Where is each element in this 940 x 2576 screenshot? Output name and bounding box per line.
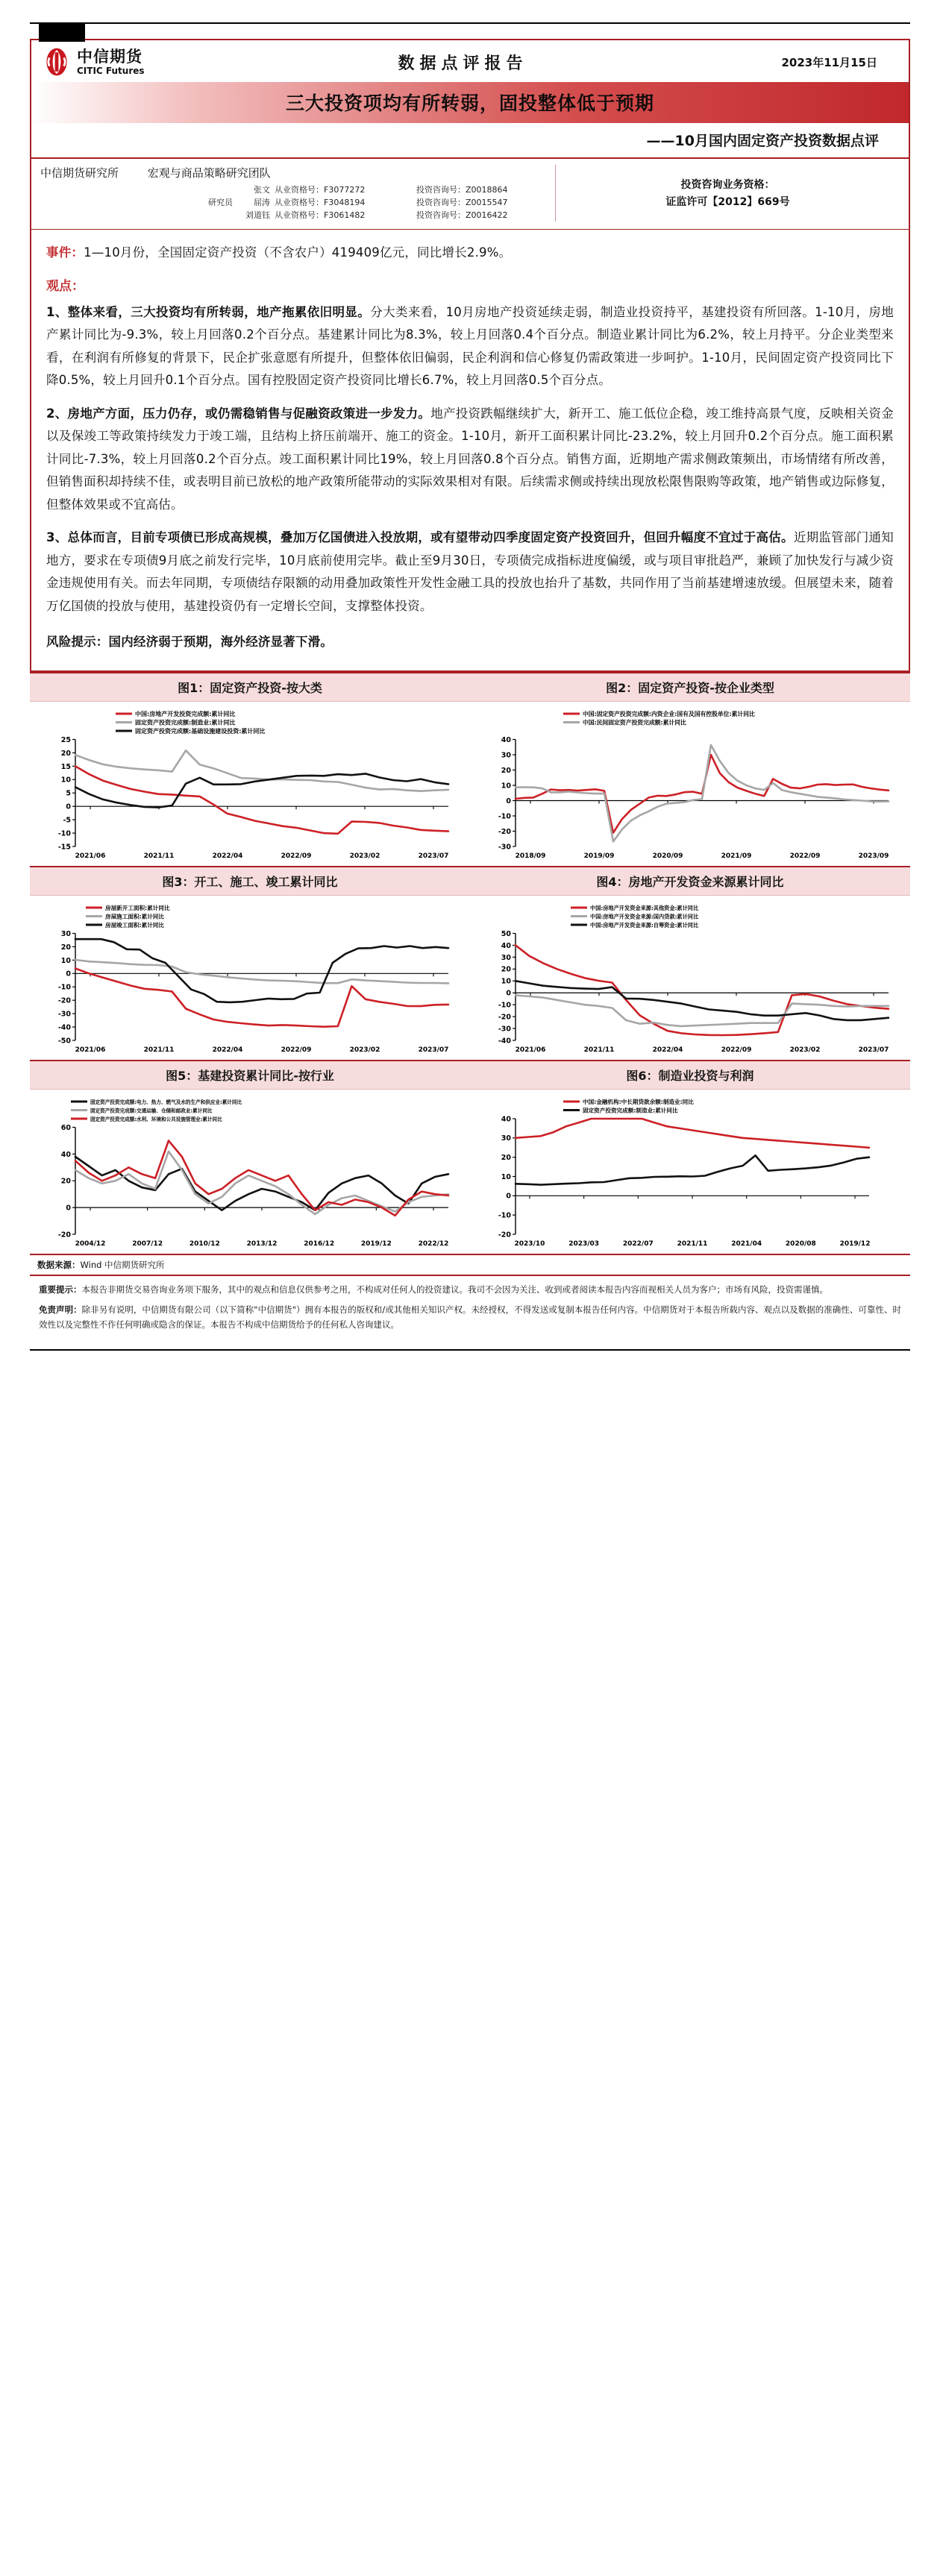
svg-text:-10: -10 xyxy=(57,829,71,838)
svg-text:2021/11: 2021/11 xyxy=(143,1046,175,1054)
svg-text:2023/03: 2023/03 xyxy=(568,1240,600,1248)
svg-text:中国:固定资产投资完成额:内资企业:国有及国有控股单位:累计: 中国:固定资产投资完成额:内资企业:国有及国有控股单位:累计同比 xyxy=(583,711,755,718)
important-notice xyxy=(39,1282,901,1297)
risk-label: 风险提示： xyxy=(46,635,109,650)
svg-text:-40: -40 xyxy=(498,1037,511,1046)
figure-row-1 xyxy=(30,702,910,866)
svg-text:10: 10 xyxy=(501,977,511,986)
svg-text:-10: -10 xyxy=(57,983,71,992)
svg-text:-10: -10 xyxy=(498,812,511,821)
analyst-cert: 从业资格号：F3077272 xyxy=(275,185,366,195)
figure-3 xyxy=(30,896,470,1060)
data-source-line xyxy=(30,1254,910,1275)
figure-4-plot xyxy=(476,900,904,1057)
svg-text:2016/12: 2016/12 xyxy=(304,1240,335,1248)
svg-text:-5: -5 xyxy=(63,816,71,825)
svg-text:固定资产投资完成额:电力、热力、燃气及水的生产和供应业:累计: 固定资产投资完成额:电力、热力、燃气及水的生产和供应业:累计同比 xyxy=(90,1099,242,1106)
figure-row-2 xyxy=(30,896,910,1060)
analyst-name: 刘道钰 xyxy=(245,210,270,221)
svg-text:-10: -10 xyxy=(498,1001,511,1010)
viewpoint-heading: 观点： xyxy=(46,278,84,294)
svg-text:0: 0 xyxy=(506,797,511,805)
svg-text:40: 40 xyxy=(501,941,511,950)
svg-text:-30: -30 xyxy=(498,843,511,852)
top-rule xyxy=(30,22,910,24)
figure-1-title: 图1：固定资产投资-按大类 xyxy=(178,680,322,695)
svg-text:固定资产投资完成额:基础设施建设投资:累计同比: 固定资产投资完成额:基础设施建设投资:累计同比 xyxy=(135,728,266,735)
analyst-role xyxy=(189,209,233,222)
event-paragraph xyxy=(46,242,894,265)
svg-text:0: 0 xyxy=(66,1204,71,1213)
analyst-row xyxy=(40,183,555,196)
important-notice-label: 重要提示： xyxy=(39,1284,82,1295)
svg-text:-20: -20 xyxy=(498,827,511,836)
important-notice-text: 本报告非期货交易咨询业务项下服务，其中的观点和信息仅供参考之用，不构成对任何人的投资建议。我司不会因为关注、收到或者阅读本报告内容而视相关人员为客户；市场有风险，投资需谨慎。 xyxy=(81,1284,828,1295)
analyst-row xyxy=(40,196,555,209)
svg-text:2022/04: 2022/04 xyxy=(652,1046,683,1054)
svg-text:2023/02: 2023/02 xyxy=(789,1046,821,1054)
svg-text:2021/11: 2021/11 xyxy=(677,1240,708,1248)
svg-text:2022/04: 2022/04 xyxy=(212,1046,243,1054)
svg-text:2022/04: 2022/04 xyxy=(212,852,243,860)
svg-text:2022/09: 2022/09 xyxy=(281,1046,312,1054)
svg-text:40: 40 xyxy=(501,735,511,744)
event-label: 事件： xyxy=(46,245,84,260)
svg-text:2004/12: 2004/12 xyxy=(75,1240,106,1248)
report-body xyxy=(30,229,910,672)
legal-disclaimer xyxy=(39,1302,901,1332)
svg-text:10: 10 xyxy=(501,1172,511,1181)
event-text: 1—10月份，全国固定资产投资（不含农户）419409亿元，同比增长2.9%。 xyxy=(84,245,512,260)
figure-5-plot xyxy=(36,1094,464,1251)
analyst-name: 屈涛 xyxy=(254,198,270,208)
svg-text:中国:房地产开发资金来源:其他资金:累计同比: 中国:房地产开发资金来源:其他资金:累计同比 xyxy=(590,905,699,912)
title-banner xyxy=(30,82,910,123)
svg-text:-15: -15 xyxy=(57,843,71,852)
svg-text:2021/06: 2021/06 xyxy=(75,852,106,860)
qualification-title: 投资咨询业务资格： xyxy=(680,179,775,191)
svg-text:30: 30 xyxy=(501,751,511,760)
figure-1 xyxy=(30,702,470,866)
figure-1-plot xyxy=(36,706,464,863)
figure-5 xyxy=(30,1090,470,1254)
svg-text:0: 0 xyxy=(66,970,71,978)
svg-text:15: 15 xyxy=(60,762,71,771)
data-source-label: 数据来源： xyxy=(37,1259,81,1270)
svg-text:20: 20 xyxy=(501,1153,511,1162)
brand-name-cn: 中信期货 xyxy=(77,47,142,66)
figure-6 xyxy=(470,1090,910,1254)
legal-disclaimer-label: 免责声明： xyxy=(39,1304,82,1315)
svg-text:50: 50 xyxy=(501,929,511,938)
report-type: 数据点评报告 xyxy=(398,54,528,73)
analyst-name: 张文 xyxy=(254,185,270,195)
analyst-row xyxy=(40,209,555,222)
svg-text:2021/11: 2021/11 xyxy=(583,1046,615,1054)
svg-text:2021/04: 2021/04 xyxy=(731,1240,762,1248)
svg-text:2023/07: 2023/07 xyxy=(858,1046,889,1054)
svg-text:30: 30 xyxy=(60,929,71,938)
svg-text:-10: -10 xyxy=(498,1211,511,1220)
svg-text:2019/12: 2019/12 xyxy=(360,1240,392,1248)
svg-text:2019/09: 2019/09 xyxy=(583,852,615,860)
institute-row xyxy=(40,165,555,180)
risk-paragraph xyxy=(46,631,894,654)
figure-row-3 xyxy=(30,1090,910,1254)
svg-text:固定资产投资完成额:水利、环境和公共设施管理业:累计同比: 固定资产投资完成额:水利、环境和公共设施管理业:累计同比 xyxy=(90,1116,222,1123)
brand-text xyxy=(77,49,145,75)
paragraph-3 xyxy=(46,527,894,618)
svg-text:-20: -20 xyxy=(498,1013,511,1022)
figure-6-plot xyxy=(476,1094,904,1251)
citic-logo-icon xyxy=(42,47,72,77)
figure-6-title: 图6：制造业投资与利润 xyxy=(626,1068,754,1083)
svg-text:-40: -40 xyxy=(57,1023,71,1032)
figure-3-plot xyxy=(36,900,464,1057)
svg-text:0: 0 xyxy=(66,802,71,811)
figure-title-band-1 xyxy=(30,672,910,702)
disclaimer-block xyxy=(30,1275,910,1349)
svg-text:2013/12: 2013/12 xyxy=(246,1240,278,1248)
svg-text:中国:房地产开发资金来源:自筹资金:累计同比: 中国:房地产开发资金来源:自筹资金:累计同比 xyxy=(590,922,699,929)
svg-text:2023/02: 2023/02 xyxy=(349,1046,380,1054)
analyst-advisory: 投资咨询号：Z0018864 xyxy=(416,185,508,195)
svg-text:-20: -20 xyxy=(498,1231,511,1240)
svg-text:2023/07: 2023/07 xyxy=(418,852,449,860)
svg-text:-20: -20 xyxy=(57,1231,71,1240)
svg-text:房屋施工面积:累计同比: 房屋施工面积:累计同比 xyxy=(105,913,164,920)
svg-text:10: 10 xyxy=(60,776,71,785)
svg-text:中国:房地产开发资金来源:国内贷款:累计同比: 中国:房地产开发资金来源:国内贷款:累计同比 xyxy=(590,913,699,920)
bottom-rule xyxy=(30,1349,910,1351)
figure-2-plot xyxy=(476,706,904,863)
paragraph-3-lead: 3、总体而言，目前专项债已形成高规模，叠加万亿国债进入投放期，或有望带动四季度固定资产投资回升，但回升幅度不宜过于高估。 xyxy=(46,530,794,545)
svg-text:中国:民间固定资产投资完成额:累计同比: 中国:民间固定资产投资完成额:累计同比 xyxy=(583,719,686,726)
svg-text:2019/12: 2019/12 xyxy=(839,1240,871,1248)
svg-text:20: 20 xyxy=(501,965,511,974)
svg-text:60: 60 xyxy=(60,1123,71,1132)
svg-text:25: 25 xyxy=(60,735,71,744)
paragraph-2 xyxy=(46,403,894,517)
paragraph-1-lead: 1、整体来看，三大投资均有所转弱，地产拖累依旧明显。 xyxy=(46,304,371,319)
svg-text:20: 20 xyxy=(60,749,71,758)
svg-text:10: 10 xyxy=(501,782,511,791)
figure-4-title: 图4：房地产开发资金来源累计同比 xyxy=(596,874,784,889)
analyst-cert: 从业资格号：F3061482 xyxy=(275,210,366,221)
paragraph-1 xyxy=(46,301,894,392)
svg-text:2010/12: 2010/12 xyxy=(189,1240,220,1248)
svg-text:2023/10: 2023/10 xyxy=(514,1240,545,1248)
svg-text:2021/06: 2021/06 xyxy=(515,1046,546,1054)
svg-text:2022/07: 2022/07 xyxy=(622,1240,654,1248)
institute-name: 中信期货研究所 xyxy=(40,166,119,180)
svg-text:2007/12: 2007/12 xyxy=(132,1240,163,1248)
svg-text:2023/02: 2023/02 xyxy=(349,852,380,860)
svg-text:2020/09: 2020/09 xyxy=(652,852,683,860)
svg-text:2023/09: 2023/09 xyxy=(858,852,889,860)
page-title: 三大投资项均有所转弱，固投整体低于预期 xyxy=(285,92,654,114)
svg-text:-20: -20 xyxy=(57,996,71,1005)
paragraph-2-lead: 2、房地产方面，压力仍存，或仍需稳销售与促融资政策进一步发力。 xyxy=(46,406,431,421)
svg-text:固定资产投资完成额:制造业:累计同比: 固定资产投资完成额:制造业:累计同比 xyxy=(135,719,236,726)
figure-5-title: 图5：基建投资累计同比-按行业 xyxy=(166,1068,334,1083)
figure-title-band-3 xyxy=(30,1060,910,1090)
report-date: 2023年11月15日 xyxy=(781,55,877,69)
svg-text:2021/06: 2021/06 xyxy=(75,1046,106,1054)
team-name: 宏观与商品策略研究团队 xyxy=(147,166,271,180)
analyst-advisory: 投资咨询号：Z0016422 xyxy=(416,210,508,221)
figure-3-title: 图3：开工、施工、竣工累计同比 xyxy=(162,874,338,889)
svg-text:40: 40 xyxy=(60,1150,71,1159)
svg-text:中国:金融机构:中长期贷款余额:制造业:同比: 中国:金融机构:中长期贷款余额:制造业:同比 xyxy=(583,1099,694,1106)
svg-text:5: 5 xyxy=(66,789,71,798)
paragraph-3-text: 近期监管部门通知地方，要求在专项债9月底之前发行完毕，10月底前使用完毕。截止至9月30日，专项债完成指标进度偏缓，或与项目审批趋严，兼顾了加快发行与减少资金违规使用有关。而去年同期，专项债结存限额的动用叠加政策性开发性金融工具的投放也抬升了基数，共同作用了当前基建增速放缓。但展望未来，随着万亿国债的投放与使用，基建投资仍有一定增长空间，支撑整体投资。 xyxy=(46,530,894,613)
figure-title-band-2 xyxy=(30,866,910,896)
analyst-advisory: 投资咨询号：Z0015547 xyxy=(416,198,508,208)
svg-text:2022/12: 2022/12 xyxy=(418,1240,449,1248)
analyst-block xyxy=(30,159,910,229)
svg-text:固定资产投资完成额:交通运输、仓储和邮政业:累计同比: 固定资产投资完成额:交通运输、仓储和邮政业:累计同比 xyxy=(90,1108,213,1114)
svg-text:2022/09: 2022/09 xyxy=(721,1046,752,1054)
svg-text:2022/09: 2022/09 xyxy=(789,852,821,860)
analyst-role xyxy=(189,183,233,196)
brand-logo xyxy=(42,47,145,77)
svg-text:20: 20 xyxy=(60,1177,71,1186)
risk-text: 国内经济弱于预期，海外经济显著下滑。 xyxy=(108,635,333,650)
brand-name-en: CITIC Futures xyxy=(77,65,145,76)
svg-text:2018/09: 2018/09 xyxy=(515,852,546,860)
qualification-block xyxy=(555,165,900,222)
svg-text:2021/09: 2021/09 xyxy=(721,852,752,860)
figure-4 xyxy=(470,896,910,1060)
paragraph-1-text: 分大类来看，10月房地产投资延续走弱，制造业投资持平，基建投资有所回落。1-10月，房地产累计同比为-9.3%，较上月回落0.2个百分点。基建累计同比为8.3%，较上月回落0.4个百分点。制造业累计同比为6.2%，较上月持平。分企业类型来看，在利润有所修复的背景下，民企扩张意愿有所提升，但整体依旧偏弱，民企利润和信心修复仍需政策进一步呵护。1-10月，民间固定资产投资同比下降0.5%，较上月回升0.1个百分点。国有控股固定资产投资同比增长6.7%，较上月回落0.5个百分点。 xyxy=(46,304,894,388)
analyst-role: 研究员 xyxy=(208,198,233,208)
svg-text:20: 20 xyxy=(60,943,71,952)
svg-text:30: 30 xyxy=(501,953,511,962)
svg-text:2021/11: 2021/11 xyxy=(143,852,175,860)
masthead xyxy=(30,39,910,82)
svg-text:房屋竣工面积:累计同比: 房屋竣工面积:累计同比 xyxy=(105,922,164,929)
analyst-cert: 从业资格号：F3048194 xyxy=(275,198,366,208)
svg-text:房屋新开工面积:累计同比: 房屋新开工面积:累计同比 xyxy=(105,905,170,912)
svg-text:20: 20 xyxy=(501,766,511,775)
svg-text:0: 0 xyxy=(506,1192,511,1201)
svg-text:2020/08: 2020/08 xyxy=(785,1240,816,1248)
corner-block xyxy=(39,22,85,42)
svg-text:10: 10 xyxy=(60,956,71,965)
figure-2 xyxy=(470,702,910,866)
svg-text:2022/09: 2022/09 xyxy=(281,852,312,860)
data-source-value: Wind 中信期货研究所 xyxy=(80,1259,165,1270)
subtitle-banner xyxy=(30,123,910,159)
paragraph-2-text: 地产投资跌幅继续扩大，新开工、施工低位企稳，竣工维持高景气度，反映相关资金以及保竣工等政策持续发力于竣工端，且结构上挤压前端开、施工的资金。1-10月，新开工面积累计同比-23.2%，较上月回升0.2个百分点。施工面积累计同比-7.3%，较上月回落0.2个百分点。竣工面积累计同比19%，较上月回落0.8个百分点。销售方面，近期地产需求侧政策频出，市场情绪有所改善，但销售面积却持续不佳，或表明目前已放松的地产政策所能带动的实际效果相对有限。后续需求侧或持续出现放松限售限购等政策，地产销售或边际修复，但整体效果或不宜高估。 xyxy=(46,406,894,512)
svg-text:-30: -30 xyxy=(57,1010,71,1019)
svg-text:-30: -30 xyxy=(498,1025,511,1034)
svg-text:40: 40 xyxy=(501,1115,511,1124)
svg-text:30: 30 xyxy=(501,1134,511,1143)
figure-2-title: 图2：固定资产投资-按企业类型 xyxy=(606,680,774,695)
svg-text:-50: -50 xyxy=(57,1037,71,1046)
page-subtitle: ——10月国内固定资产投资数据点评 xyxy=(646,133,879,149)
svg-text:固定资产投资完成额:制造业:累计同比: 固定资产投资完成额:制造业:累计同比 xyxy=(583,1107,678,1114)
svg-text:2023/07: 2023/07 xyxy=(418,1046,449,1054)
svg-text:中国:房地产开发投资完成额:累计同比: 中国:房地产开发投资完成额:累计同比 xyxy=(135,711,236,718)
svg-text:0: 0 xyxy=(506,989,511,998)
analyst-list xyxy=(40,165,555,222)
qualification-value: 证监许可【2012】669号 xyxy=(665,196,790,209)
legal-disclaimer-text: 除非另有说明，中信期货有限公司（以下简称"中信期货"）拥有本报告的版权和/或其他相关知识产权。未经授权，不得发送或复制本报告任何内容。中信期货对于本报告所载内容、观点以及数据的准确性、可靠性、时效性以及完整性不作任何明确或隐含的保证。本报告不构成中信期货给予的任何私人咨询建议。 xyxy=(39,1304,901,1331)
